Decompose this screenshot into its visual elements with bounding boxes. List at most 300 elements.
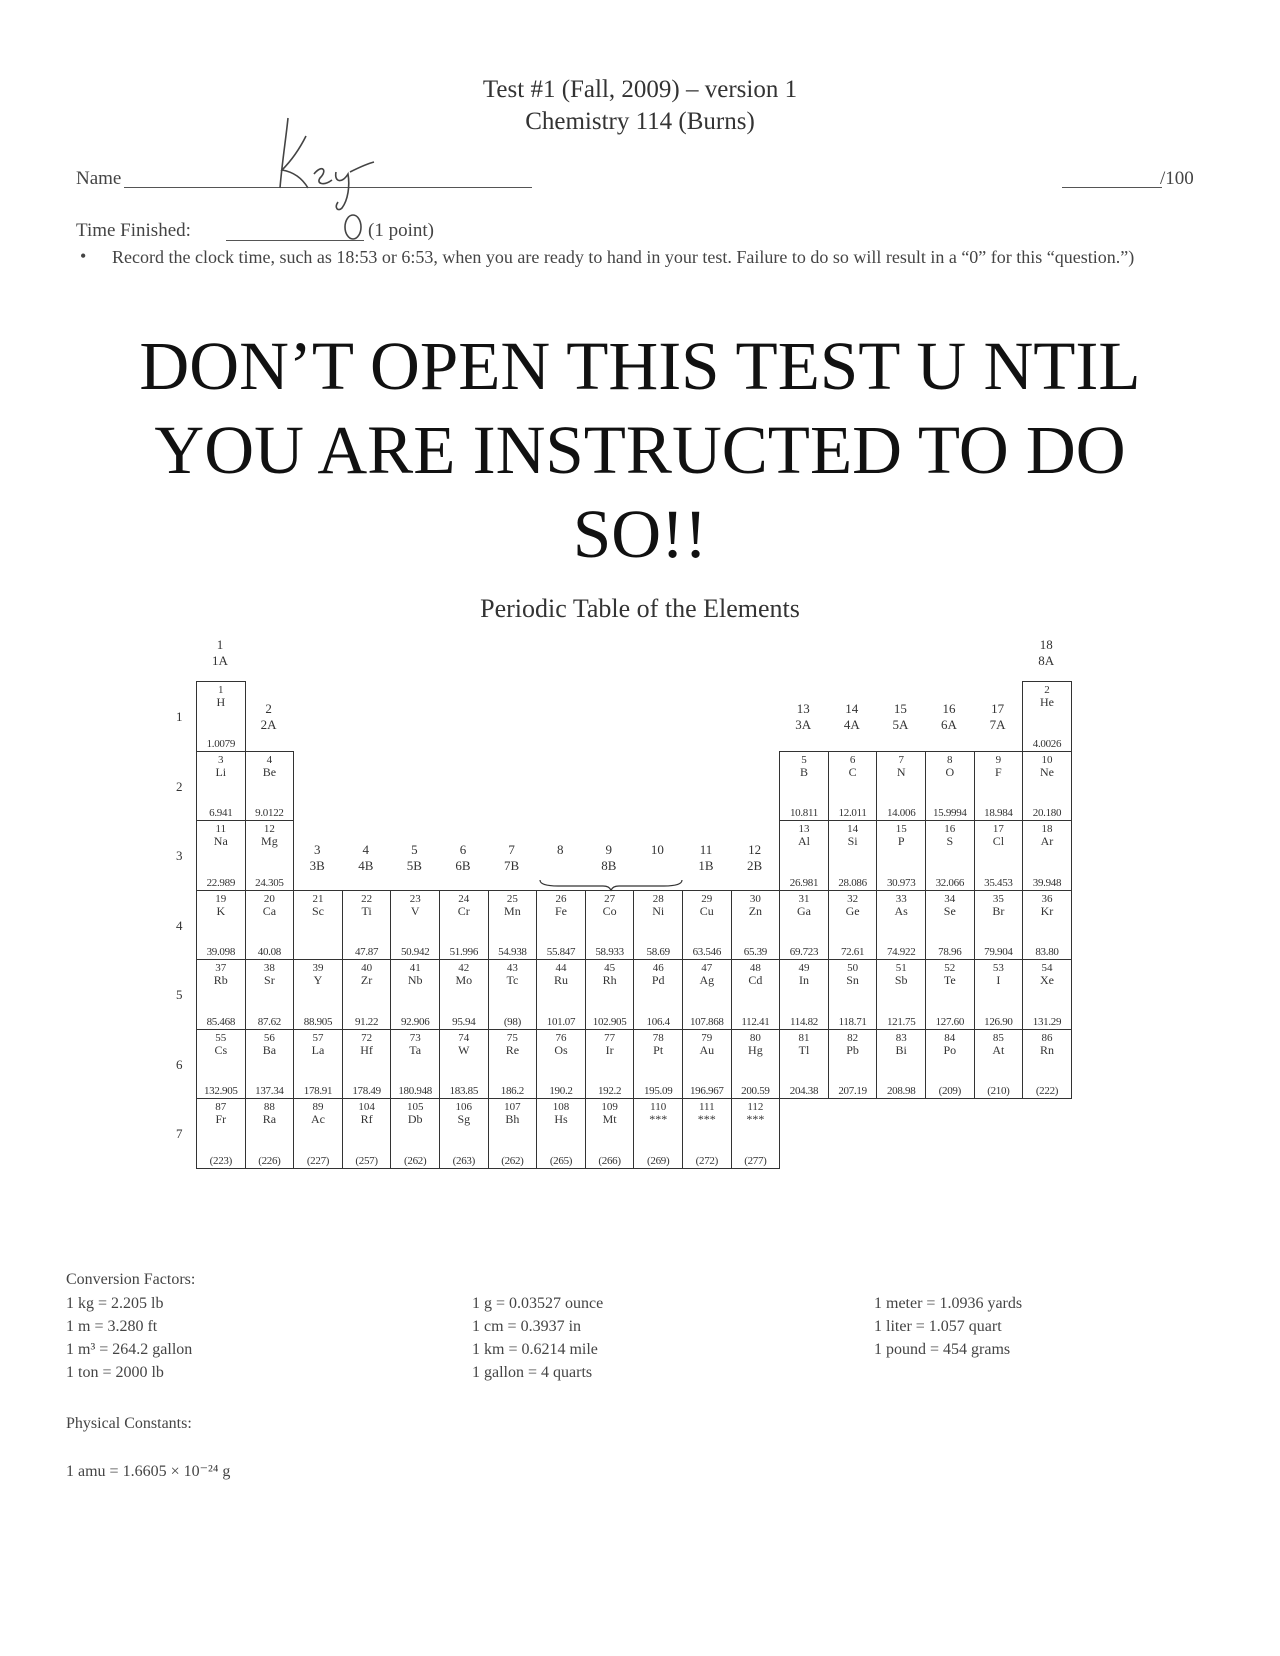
atomic-number: 18: [1041, 823, 1053, 835]
atomic-mass: 79.904: [984, 946, 1013, 958]
element-symbol: Ge: [845, 903, 860, 918]
period-label: 6: [176, 1056, 183, 1072]
atomic-mass: 131.29: [1032, 1015, 1062, 1028]
atomic-mass: (209): [938, 1085, 961, 1097]
atomic-number: 42: [458, 962, 470, 974]
course-title: Chemistry 114 (Burns): [525, 108, 755, 135]
atomic-number: 28: [652, 892, 664, 905]
atomic-number: 53: [992, 962, 1004, 974]
score-underline: [1062, 187, 1162, 188]
atomic-mass: 102.905: [592, 1015, 627, 1028]
conversion-col-1: [66, 1292, 192, 1384]
atomic-number: 75: [506, 1031, 518, 1044]
group-label: [488, 842, 536, 874]
atomic-mass: (272): [695, 1154, 718, 1167]
element-symbol: F: [995, 764, 1002, 779]
handwritten-name: [262, 108, 402, 218]
element-symbol: As: [894, 903, 908, 918]
element-symbol: Tl: [798, 1042, 810, 1057]
element-symbol: Fr: [215, 1112, 227, 1126]
atomic-number: 33: [895, 892, 907, 905]
element-cell: [1022, 751, 1072, 822]
atomic-mass: (269): [647, 1154, 670, 1167]
group-letter: 3B: [309, 858, 325, 873]
element-cell: [682, 890, 732, 961]
warning-line-1: DON’T OPEN THIS TEST U NTIL: [139, 328, 1141, 404]
atomic-number: 4: [266, 753, 273, 766]
atomic-mass: 63.546: [692, 946, 722, 958]
conversion-item: 1 g = 0.03527 ounce: [472, 1295, 604, 1312]
atomic-number: 21: [312, 892, 324, 905]
group-letter: 7A: [989, 717, 1006, 732]
atomic-number: 87: [215, 1101, 227, 1113]
group-label: [245, 701, 293, 733]
atomic-mass: (210): [987, 1085, 1010, 1097]
group-label: [731, 842, 779, 874]
group-label: [682, 842, 730, 874]
element-symbol: Si: [847, 834, 858, 848]
atomic-mass: 192.2: [597, 1085, 622, 1097]
element-cell: [876, 820, 926, 891]
element-cell: [974, 959, 1024, 1030]
atomic-number: 51: [895, 962, 907, 974]
element-cell: [536, 959, 586, 1030]
period-label: 5: [176, 987, 183, 1002]
atomic-number: 24: [458, 892, 470, 905]
element-cell: [245, 1098, 295, 1169]
atomic-number: 106: [455, 1101, 473, 1113]
atomic-mass: 14.006: [886, 807, 916, 819]
atomic-number: 82: [847, 1031, 859, 1044]
atomic-number: 110: [650, 1101, 667, 1113]
conversion-heading: Conversion Factors:: [66, 1271, 196, 1288]
constants-heading: Physical Constants:: [66, 1415, 192, 1432]
element-symbol: Bh: [505, 1112, 520, 1126]
group-label: [293, 842, 341, 874]
atomic-number: 78: [652, 1031, 664, 1044]
atomic-mass: 72.61: [840, 946, 865, 958]
atomic-number: 112: [747, 1101, 764, 1113]
element-symbol: Mo: [455, 973, 473, 987]
element-cell: [828, 1029, 878, 1100]
period-label: 2: [176, 778, 183, 794]
element-cell: [876, 1029, 926, 1100]
atomic-mass: 195.09: [643, 1085, 673, 1097]
group-number: 5: [411, 842, 418, 857]
atomic-mass: 92.906: [400, 1015, 430, 1028]
atomic-mass: 196.967: [689, 1085, 724, 1097]
score-total: /100: [1160, 168, 1194, 189]
group-label: [633, 842, 681, 858]
element-symbol: Pd: [651, 973, 665, 987]
element-symbol: Kr: [1040, 903, 1054, 918]
atomic-mass: (263): [452, 1154, 475, 1167]
atomic-mass: 178.91: [303, 1085, 333, 1097]
element-cell: [779, 820, 829, 891]
atomic-number: 85: [992, 1031, 1004, 1044]
element-cell: [293, 959, 343, 1030]
atomic-number: 39: [312, 962, 324, 974]
group-label: [342, 842, 390, 874]
group-letter: 4B: [358, 858, 374, 873]
test-title: Test #1 (Fall, 2009) – version 1: [482, 76, 798, 103]
conversion-item: 1 m³ = 264.2 gallon: [66, 1341, 193, 1358]
element-cell: [585, 1098, 635, 1169]
group-label: [196, 637, 244, 669]
element-cell: [682, 1098, 732, 1169]
group-letter: 1B: [698, 858, 714, 873]
atomic-number: 8: [947, 753, 953, 766]
name-label: Name: [76, 168, 122, 189]
atomic-number: 19: [215, 892, 227, 905]
atomic-mass: (266): [598, 1154, 621, 1167]
element-cell: [925, 959, 975, 1030]
element-cell: [245, 820, 295, 891]
element-cell: [342, 1029, 392, 1100]
group-letter: 2A: [260, 717, 277, 732]
element-cell: [828, 959, 878, 1030]
atomic-number: 32: [847, 892, 859, 905]
atomic-mass: 107.868: [689, 1015, 724, 1028]
atomic-number: 56: [263, 1031, 275, 1044]
element-symbol: Po: [943, 1042, 957, 1057]
element-symbol: Cl: [992, 834, 1005, 848]
atomic-mass: 114.82: [789, 1015, 818, 1028]
element-cell: [439, 959, 489, 1030]
atomic-mass: 58.69: [646, 946, 670, 958]
atomic-number: 36: [1041, 892, 1053, 905]
atomic-mass: 15.9994: [932, 807, 967, 819]
group-number: 3: [313, 842, 321, 857]
atomic-mass: 183.85: [449, 1085, 479, 1097]
group-number: 16: [942, 701, 956, 716]
element-symbol: Zn: [748, 903, 763, 918]
element-cell: [876, 959, 926, 1030]
atomic-mass: (257): [355, 1154, 378, 1167]
element-cell: [196, 1098, 246, 1169]
element-symbol: Sb: [894, 973, 908, 987]
atomic-mass: 26.981: [789, 876, 819, 889]
element-cell: [390, 1029, 440, 1100]
element-symbol: Cr: [457, 903, 470, 918]
element-symbol: P: [897, 834, 905, 848]
atomic-mass: 30.973: [886, 876, 916, 889]
group-letter: 7B: [504, 858, 520, 873]
element-cell: [925, 890, 975, 961]
element-cell: [245, 751, 295, 822]
group-number: 15: [893, 701, 907, 716]
atomic-mass: 55.847: [546, 946, 576, 958]
period-label: 3: [176, 848, 183, 863]
element-symbol: Mg: [261, 834, 278, 848]
element-symbol: At: [992, 1042, 1005, 1057]
atomic-mass: 91.22: [354, 1015, 379, 1028]
group-letter: 5B: [406, 858, 422, 873]
atomic-number: 109: [601, 1101, 618, 1113]
element-cell: [828, 890, 878, 961]
atomic-number: 29: [701, 892, 713, 905]
element-symbol: In: [798, 973, 809, 987]
atomic-mass: (227): [306, 1154, 330, 1167]
atomic-number: 44: [555, 962, 567, 974]
atomic-number: 31: [798, 892, 810, 905]
element-symbol: Zr: [360, 973, 373, 987]
element-symbol: C: [848, 764, 857, 779]
group-label: [1022, 637, 1070, 669]
atomic-number: 49: [798, 962, 810, 974]
element-cell: [585, 1029, 635, 1100]
element-cell: [439, 890, 489, 961]
element-cell: [196, 751, 246, 822]
element-symbol: Cs: [214, 1042, 228, 1057]
element-cell: [488, 890, 538, 961]
atomic-mass: 78.96: [938, 946, 962, 958]
element-symbol: K: [216, 903, 226, 918]
element-cell: [974, 1029, 1024, 1100]
atomic-mass: 39.948: [1032, 876, 1062, 889]
element-symbol: Co: [602, 903, 617, 918]
atomic-mass: 85.468: [206, 1015, 236, 1028]
element-cell: [196, 1029, 246, 1100]
atomic-number: 46: [652, 962, 664, 974]
atomic-mass: 58.933: [595, 946, 624, 958]
atomic-number: 15: [895, 823, 907, 835]
atomic-number: 105: [406, 1101, 424, 1113]
element-cell: [536, 1029, 586, 1100]
element-symbol: O: [945, 764, 955, 779]
atomic-mass: 10.811: [789, 807, 818, 819]
element-cell: [390, 959, 440, 1030]
atomic-number: 54: [1041, 962, 1053, 974]
atomic-number: 88: [263, 1101, 275, 1113]
element-symbol: Ac: [310, 1112, 325, 1126]
atomic-mass: 12.011: [838, 807, 867, 819]
atomic-number: 52: [944, 962, 956, 974]
element-symbol: Pb: [846, 1042, 859, 1057]
atomic-number: 16: [944, 823, 956, 835]
conversion-item: 1 ton = 2000 lb: [66, 1364, 164, 1381]
atomic-number: 6: [849, 753, 856, 766]
group-letter: 3A: [795, 717, 812, 732]
group-label: [974, 701, 1022, 733]
element-cell: [779, 890, 829, 961]
instruction-text: Record the clock time, such as 18:53 or 6:53, when you are ready to hand in your test. Failure to do so will result in a “0” for this “question.”): [112, 247, 1135, 267]
group-number: 14: [845, 701, 859, 716]
group-number: 7: [508, 842, 515, 857]
atomic-mass: 32.066: [935, 876, 965, 889]
element-symbol: Ag: [699, 973, 715, 987]
atomic-mass: (223): [209, 1154, 232, 1167]
element-symbol: Al: [797, 834, 810, 848]
atomic-number: 35: [992, 892, 1004, 905]
element-symbol: Ar: [1040, 834, 1054, 848]
element-symbol: Mt: [602, 1112, 617, 1126]
group-letter: 6A: [941, 717, 957, 732]
atomic-number: 11: [215, 823, 227, 835]
atomic-number: 37: [215, 962, 227, 974]
element-cell: [682, 1029, 732, 1100]
conversion-item: 1 cm = 0.3937 in: [472, 1318, 582, 1335]
atomic-number: 27: [604, 892, 616, 905]
atomic-mass: 35.453: [984, 876, 1013, 889]
element-symbol: Au: [699, 1042, 715, 1057]
atomic-mass: 127.60: [935, 1015, 965, 1028]
element-symbol: Sn: [846, 973, 859, 987]
group-letter: 8B: [601, 858, 617, 873]
element-cell: [536, 890, 586, 961]
element-cell: [1022, 1029, 1072, 1100]
periodic-table-title: Periodic Table of the Elements: [480, 594, 800, 623]
element-symbol: Tc: [506, 973, 519, 987]
atomic-number: 2: [1044, 684, 1050, 696]
atomic-number: 74: [458, 1031, 470, 1044]
atomic-mass: 24.305: [255, 876, 284, 889]
atomic-mass: 74.922: [886, 946, 916, 958]
element-cell: [196, 820, 246, 891]
element-cell: [633, 1098, 683, 1169]
element-cell: [1022, 959, 1072, 1030]
element-symbol: Ba: [262, 1042, 277, 1057]
atomic-number: 1: [218, 684, 224, 696]
element-symbol: He: [1039, 695, 1054, 709]
period-label: 1: [176, 709, 183, 724]
element-cell: [245, 959, 295, 1030]
element-symbol: Re: [505, 1042, 520, 1057]
element-symbol: I: [996, 973, 1001, 987]
atomic-mass: 40.08: [257, 946, 282, 958]
element-symbol: Nb: [407, 973, 423, 987]
element-cell: [439, 1029, 489, 1100]
element-symbol: Li: [215, 764, 227, 779]
group-number: 11: [699, 842, 713, 857]
element-cell: [390, 890, 440, 961]
warning-line-2: YOU ARE INSTRUCTED TO DO: [154, 412, 1126, 488]
element-symbol: H: [216, 695, 226, 709]
element-cell: [536, 1098, 586, 1169]
atomic-number: 43: [506, 962, 518, 974]
atomic-mass: 208.98: [886, 1085, 916, 1097]
element-symbol: Y: [313, 973, 323, 987]
group-label: [925, 701, 973, 733]
amu-constant: 1 amu = 1.6605 × 10⁻²⁴ g: [66, 1463, 231, 1480]
element-symbol: Ni: [652, 903, 665, 918]
element-cell: [488, 1029, 538, 1100]
group-letter: 5A: [892, 717, 909, 732]
atomic-number: 20: [263, 892, 275, 905]
element-cell: [585, 959, 635, 1030]
element-cell: [925, 820, 975, 891]
atomic-number: 17: [992, 823, 1004, 835]
element-symbol: Bi: [895, 1042, 907, 1057]
atomic-number: 12: [263, 823, 275, 835]
atomic-number: 23: [409, 892, 421, 905]
conversion-col-2: [472, 1292, 603, 1384]
atomic-mass: (226): [258, 1154, 281, 1167]
conversion-item: 1 liter = 1.057 quart: [874, 1318, 1002, 1335]
atomic-number: 81: [798, 1031, 810, 1044]
atomic-mass: (98): [503, 1015, 521, 1028]
atomic-mass: (265): [549, 1154, 573, 1167]
atomic-mass: 95.94: [452, 1015, 476, 1028]
atomic-mass: 101.07: [546, 1015, 576, 1028]
atomic-mass: 1.0079: [206, 737, 236, 750]
element-cell: [876, 890, 926, 961]
atomic-number: 26: [555, 892, 567, 905]
atomic-mass: 18.984: [984, 807, 1013, 819]
atomic-mass: 65.39: [743, 946, 768, 958]
element-symbol: ***: [746, 1112, 765, 1126]
element-cell: [390, 1098, 440, 1169]
group-label: [876, 701, 924, 733]
atomic-number: 7: [898, 753, 904, 766]
atomic-mass: 200.59: [741, 1085, 770, 1097]
element-cell: [974, 820, 1024, 891]
element-symbol: Te: [943, 973, 956, 987]
atomic-mass: 4.0026: [1032, 737, 1062, 750]
atomic-number: 41: [409, 962, 421, 974]
group-label: [536, 842, 584, 858]
atomic-number: 86: [1041, 1031, 1053, 1044]
atomic-mass: 137.34: [255, 1085, 284, 1097]
atomic-number: 45: [604, 962, 616, 974]
atomic-mass: 118.71: [838, 1015, 867, 1028]
atomic-mass: 69.723: [789, 946, 819, 958]
element-symbol: Hs: [554, 1112, 568, 1126]
group-number: 4: [362, 842, 370, 857]
atomic-mass: 54.938: [498, 946, 527, 958]
atomic-number: 22: [361, 892, 373, 905]
element-cell: [196, 890, 246, 961]
atomic-mass: 9.0122: [255, 807, 284, 819]
element-symbol: Ne: [1039, 764, 1054, 779]
atomic-mass: 22.989: [206, 876, 236, 889]
element-symbol: Sr: [264, 973, 275, 987]
atomic-number: 79: [701, 1031, 713, 1044]
element-cell: [731, 1029, 781, 1100]
element-symbol: Sc: [311, 903, 324, 918]
element-cell: [293, 1029, 343, 1100]
element-cell: [779, 959, 829, 1030]
atomic-mass: 50.942: [400, 946, 430, 958]
element-symbol: Ga: [796, 903, 811, 918]
element-symbol: Db: [407, 1112, 423, 1126]
group-number: 6: [459, 842, 467, 857]
bullet-icon: •: [80, 246, 87, 266]
group-letter: 4A: [843, 717, 860, 732]
element-symbol: Na: [213, 834, 228, 848]
element-cell: [245, 1029, 295, 1100]
atomic-mass: 112.41: [741, 1015, 770, 1028]
element-symbol: Cd: [748, 973, 763, 987]
atomic-number: 84: [944, 1031, 956, 1044]
atomic-mass: 39.098: [206, 946, 236, 958]
atomic-number: 40: [361, 962, 373, 974]
handwritten-time: [338, 212, 368, 242]
element-symbol: Xe: [1039, 973, 1054, 987]
element-symbol: Br: [992, 903, 1005, 918]
element-symbol: Rn: [1039, 1042, 1054, 1057]
group-number: 1: [216, 637, 224, 652]
element-symbol: Mn: [504, 903, 521, 918]
group-label: [779, 701, 827, 733]
atomic-mass: 121.75: [886, 1015, 916, 1028]
atomic-mass: 51.996: [449, 946, 479, 958]
element-cell: [293, 1098, 343, 1169]
atomic-number: 104: [358, 1101, 375, 1113]
element-symbol: Ru: [553, 973, 568, 987]
atomic-number: 107: [504, 1101, 521, 1113]
conversion-item: 1 pound = 454 grams: [874, 1341, 1011, 1358]
